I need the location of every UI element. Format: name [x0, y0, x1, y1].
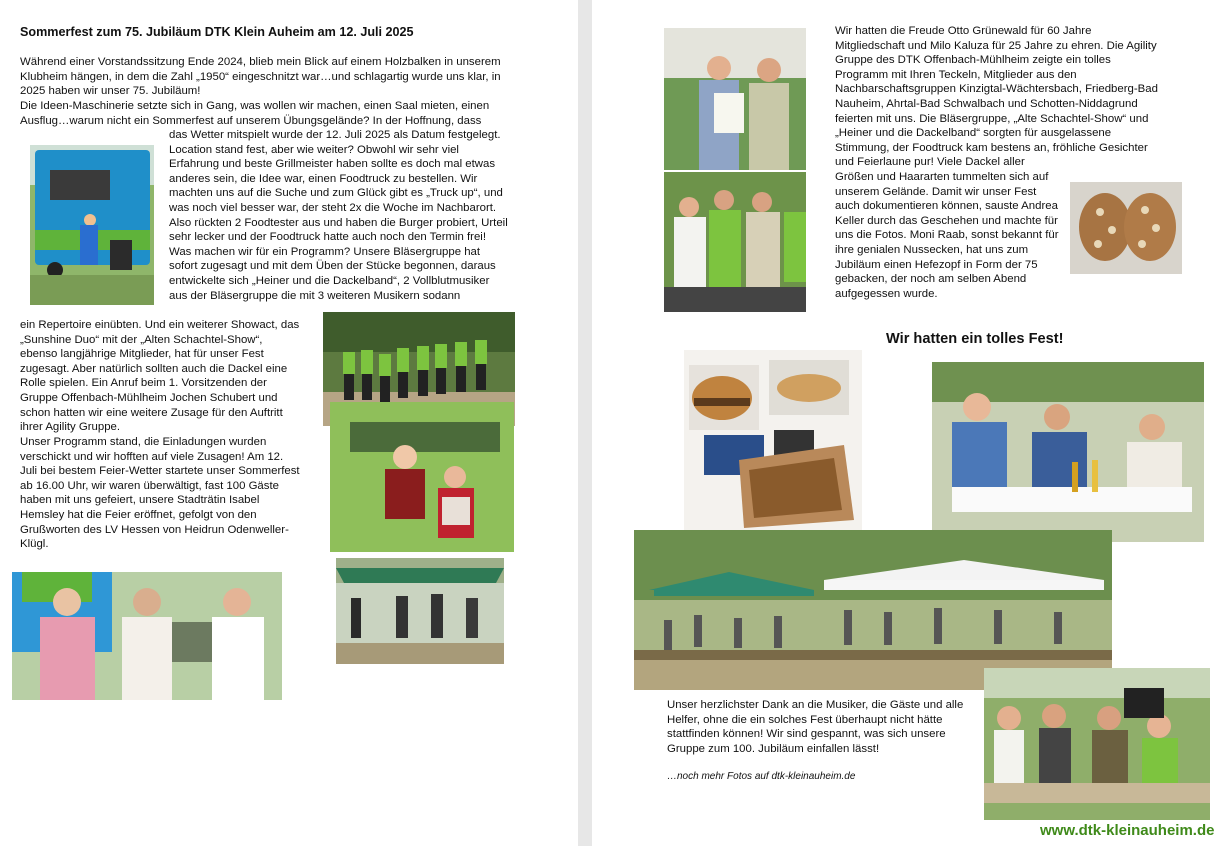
speakers-photo	[12, 572, 282, 700]
burger-photo	[684, 350, 862, 530]
left-page	[0, 0, 578, 846]
hefezopf-photo	[1070, 182, 1182, 274]
right-paragraph-2: Größen und Haararten tummelten sich auf unserem Gelände. Damit wir unser Fest auch dokumentieren können, sauste Andrea Keller durch das Geschehen und machte für uns die Fotos. Moni Raab, sonst bekannt für ihre genialen Nussecken, hat uns zum Jubiläum einen Hefezopf in Form der 75 gebacken, der noch am selben Abend aufgegessen wurde.	[835, 171, 1059, 300]
foodtruck-photo	[30, 145, 154, 305]
article-title: Sommerfest zum 75. Jubiläum DTK Klein Auheim am 12. Juli 2025	[20, 25, 414, 39]
agility-group-photo	[664, 172, 806, 312]
website-link[interactable]: www.dtk-kleinauheim.de	[1040, 822, 1215, 839]
dackelband-photo	[336, 558, 504, 664]
sunshine-duo-photo	[330, 402, 514, 552]
paragraph-4: ein Repertoire einübten. Und ein weiterer Showact, das „Sunshine Duo“ mit der „Alten Schachtel-Show“, ebenso langjährige Mitglieder, hat für unser Fest zugesagt. Aber natürlich sollten auch die Dackel eine Rolle spielen. Ein Anruf beim 1. Vorsitzenden der Gruppe Offenbach-Mühlheim Jochen Schubert und schon hatten wir eine weitere Zusage für den Auftritt ihrer Agility Gruppe.	[20, 319, 300, 434]
paragraph-1: Während einer Vorstandssitzung Ende 2024, blieb mein Blick auf einem Holzbalken in unserem Klubheim hängen, in dem die Zahl „1950“ eingeschnitzt war…und schlagartig wurde uns klar, in 2025 haben wir unser 75. Jubiläum!	[20, 56, 501, 98]
right-page	[592, 0, 1221, 846]
tents-photo	[634, 530, 1112, 690]
paragraph-3: das Wetter mitspielt wurde der 12. Juli 2025 als Datum festgelegt. Location stand fest, aber wie weiter? Obwohl wir sehr viel Erfahrung und beste Grillmeister haben sollte es doch mal etwas anderes sein, die Idee war, einen Foodtruck zu bestellen. Wir machten uns auf die Suche und zum Glück gibt es „Truck up“, und was noch viel besser war, der steht 2x die Woche im Nachbarort. Also rückten 2 Foodtester aus und haben die Burger probiert, Urteil sehr lecker und der Foodtruck hatte auch noch den Termin frei! Was machen wir für ein Programm? Unsere Bläsergruppe hat sofort zugesagt und mit dem Üben der Stücke begonnen, daraus entwickelte sich „Heiner und die Dackelband“, 2 Vollblutmusiker aus der Bläsergruppe die mit 3 weiteren Musikern sodann	[169, 129, 508, 302]
headline: Wir hatten ein tolles Fest!	[886, 331, 1064, 347]
paragraph-5: Unser Programm stand, die Einladungen wurden verschickt und wir hofften auf viele Zusagen! Am 12. Juli bei bestem Feier-Wetter startete unser Sommerfest ab 16.00 Uhr, wir waren überwältigt, fast 100 Gäste haben mit uns gefeiert, unsere Stadträtin Isabel Hemsley hat die Feier eröffnet, gefolgt von den Grußworten des LV Hessen von Heidrun Odenweller-Klügl.	[20, 436, 300, 551]
thanks-paragraph: Unser herzlichster Dank an die Musiker, die Gäste und alle Helfer, ohne die ein solches Fest überhaupt nicht hätte stattfinden können! Wir sind gespannt, was sich unsere Gruppe zum 100. Jubiläum einfallen lässt!	[667, 699, 964, 755]
guests-photo	[932, 362, 1204, 542]
paragraph-2: Die Ideen-Maschinerie setzte sich in Gang, was wollen wir machen, einen Saal mieten, einen Ausflug…warum nicht ein Sommerfest auf unserem Übungsgelände? In der Hoffnung, dass	[20, 100, 490, 127]
table-photo	[984, 668, 1210, 820]
right-paragraph-1: Wir hatten die Freude Otto Grünewald für 60 Jahre Mitgliedschaft und Milo Kaluza für 25 Jahre zu ehren. Die Agility Gruppe des DTK Offenbach-Mühlheim zeigte ein tolles Programm mit Ihren Teckeln, Mitglieder aus den Nachbarschaftsgruppen Kinzigtal-Wächtersbach, Friedberg-Bad Nauheim, Ahrtal-Bad Schwalbach und Schotten-Niddagrund feierten mit uns. Die Bläsergruppe, „Alte Schachtel-Show“ und „Heiner und die Dackelband“ sorgten für ausgelassene Stimmung, der Foodtruck kam bestens an, fröhliche Gesichter und Feierlaune pur! Viele Dackel aller	[835, 25, 1158, 169]
more-photos-note: …noch mehr Fotos auf dtk-kleinauheim.de	[667, 771, 856, 782]
honoring-photo	[664, 28, 806, 170]
